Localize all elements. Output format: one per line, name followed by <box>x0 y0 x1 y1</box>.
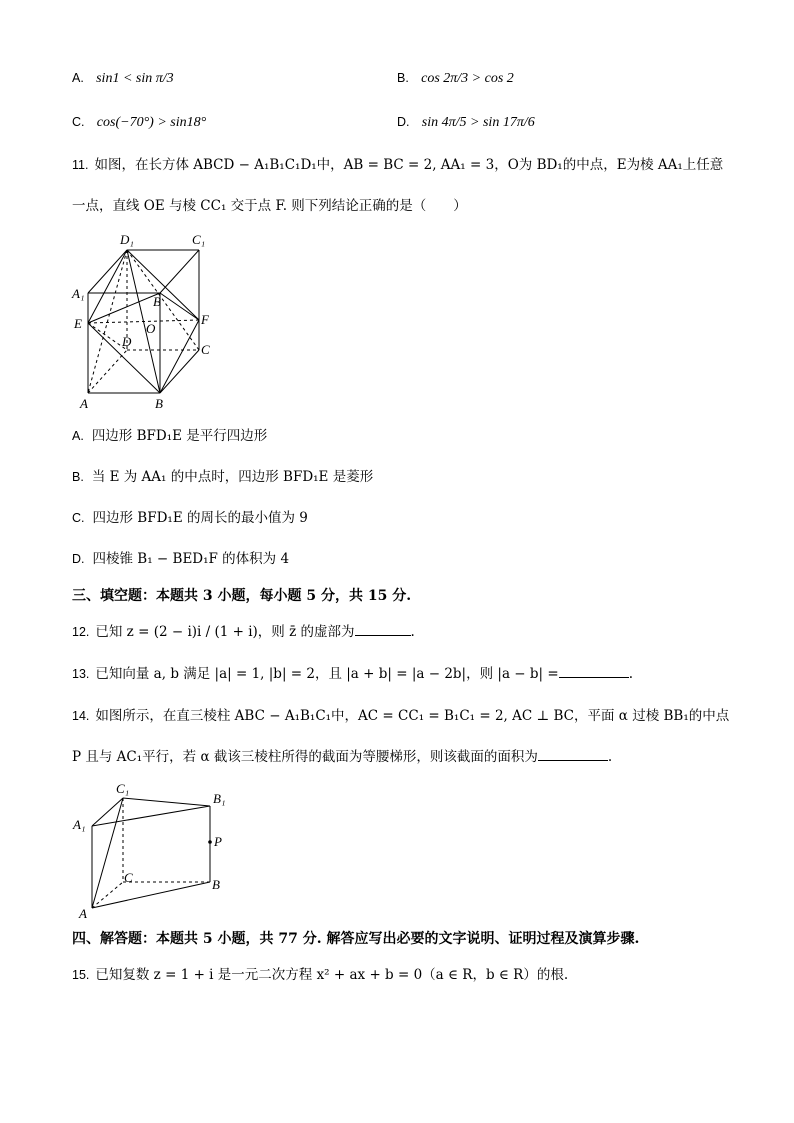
label-b1: B₁ <box>213 791 226 806</box>
q15-number: 15. <box>72 968 90 982</box>
q12-stem <box>72 624 415 640</box>
q14-end: . <box>607 749 613 765</box>
q10-option-c-label: C. <box>72 115 85 129</box>
q14-stem-line1 <box>72 708 729 724</box>
label-a1: A₁ <box>72 286 85 301</box>
label-a1: A₁ <box>73 817 86 832</box>
q14-line1-text: 如图所示，在直三棱柱 ABC − A₁B₁C₁中，AC = CC₁ = B₁C₁ = 2, AC ⊥ BC，平面 α 过棱 BB₁的中点 <box>95 708 730 724</box>
edge-c1-b1 <box>123 798 210 806</box>
q11-line1-text: 如图，在长方体 ABCD − A₁B₁C₁D₁中，AB = BC = 2, AA₁ = 3，O为 BD₁的中点，E为棱 AA₁上任意 <box>94 157 724 173</box>
q13-number: 13. <box>72 667 90 681</box>
seg-e-b1 <box>88 293 160 323</box>
edge-b1-c1 <box>160 250 199 293</box>
q13-end: . <box>628 666 633 682</box>
q10-option-b <box>397 70 514 88</box>
label-c1: C₁ <box>116 781 130 796</box>
q10-option-a <box>72 70 174 88</box>
point-p <box>208 840 212 844</box>
seg-d1-f <box>127 250 199 320</box>
q15-text: 已知复数 z = 1 + i 是一元二次方程 x² + ax + b = 0（a ∈ R，b ∈ R）的根. <box>95 967 569 983</box>
q11-prism-figure <box>70 228 230 414</box>
q12-text: 已知 z = (2 − i)i / (1 + i)，则 z̄ 的虚部为 <box>95 624 355 640</box>
q14-prism-figure <box>70 778 240 923</box>
label-c1: C₁ <box>192 232 206 247</box>
q10-option-d-label: D. <box>397 115 410 129</box>
q11-option-a <box>72 428 267 444</box>
q14-line2-text: P 且与 AC₁平行，若 α 截该三棱柱所得的截面为等腰梯形，则该截面的面积为 <box>72 749 538 765</box>
edge-a-b <box>92 882 210 908</box>
label-f: F <box>201 312 209 327</box>
q13-text: 已知向量 a, b 满足 |a| = 1, |b| = 2，且 |a + b| = |a − 2b|，则 |a − b| = <box>95 666 559 682</box>
q11-option-a-label: A. <box>72 429 84 443</box>
q11-stem-line1 <box>72 157 723 173</box>
q13-answer-blank[interactable] <box>559 677 629 678</box>
q14-stem-line2 <box>72 749 612 765</box>
q10-option-b-expr: cos 2π/3 > cos 2 <box>421 71 514 86</box>
seg-b1-f <box>160 293 199 320</box>
q11-option-c-text: 四边形 BFD₁E 的周长的最小值为 9 <box>92 510 308 526</box>
label-b: B <box>155 396 163 411</box>
section4-heading: 四、解答题：本题共 5 小题，共 77 分. 解答应写出必要的文字说明、证明过程及演算步骤. <box>72 931 640 947</box>
label-c: C <box>124 870 133 885</box>
label-c: C <box>201 342 210 357</box>
q10-option-a-expr: sin1 < sin π/3 <box>96 71 174 86</box>
edge-a-d <box>88 350 127 393</box>
diag-d1-c <box>127 250 199 350</box>
q11-stem-line2: 一点，直线 OE 与棱 CC₁ 交于点 F. 则下列结论正确的是（ ） <box>72 198 467 214</box>
section3-heading: 三、填空题：本题共 3 小题，每小题 5 分，共 15 分. <box>72 588 412 604</box>
label-a: A <box>80 396 88 411</box>
q11-option-d-text: 四棱锥 B₁ − BED₁F 的体积为 4 <box>92 551 290 567</box>
label-b: B <box>212 877 220 892</box>
q11-number: 11. <box>72 158 89 172</box>
q13-stem <box>72 666 633 682</box>
q11-option-b-text: 当 E 为 AA₁ 的中点时，四边形 BFD₁E 是菱形 <box>91 469 374 485</box>
q10-option-c <box>72 114 206 132</box>
q14-answer-blank[interactable] <box>538 760 608 761</box>
q11-option-b <box>72 469 373 485</box>
edge-a1-b1 <box>92 806 210 826</box>
q14-number: 14. <box>72 709 90 723</box>
q10-option-d-expr: sin 4π/5 > sin 17π/6 <box>421 115 535 130</box>
diag-a-c1 <box>92 798 123 908</box>
label-d: D <box>122 334 132 349</box>
q11-option-b-label: B. <box>72 470 84 484</box>
q10-option-c-expr: cos(−70°) > sin18° <box>96 115 207 130</box>
q10-option-b-label: B. <box>397 71 409 85</box>
label-o: O <box>146 321 156 336</box>
q15-stem <box>72 967 568 983</box>
q10-option-a-label: A. <box>72 71 84 85</box>
q11-option-a-text: 四边形 BFD₁E 是平行四边形 <box>91 428 268 444</box>
q12-answer-blank[interactable] <box>355 635 411 636</box>
label-p: P <box>214 834 222 849</box>
q10-option-d <box>397 114 535 132</box>
q11-option-d <box>72 551 289 567</box>
q11-option-c-label: C. <box>72 511 85 525</box>
q11-option-d-label: D. <box>72 552 85 566</box>
q12-number: 12. <box>72 625 90 639</box>
label-e: E <box>74 316 82 331</box>
label-a: A <box>79 906 87 921</box>
q12-end: . <box>410 624 415 640</box>
q11-option-c <box>72 510 308 526</box>
label-d1: D₁ <box>120 232 134 247</box>
label-b1: B <box>153 294 161 309</box>
